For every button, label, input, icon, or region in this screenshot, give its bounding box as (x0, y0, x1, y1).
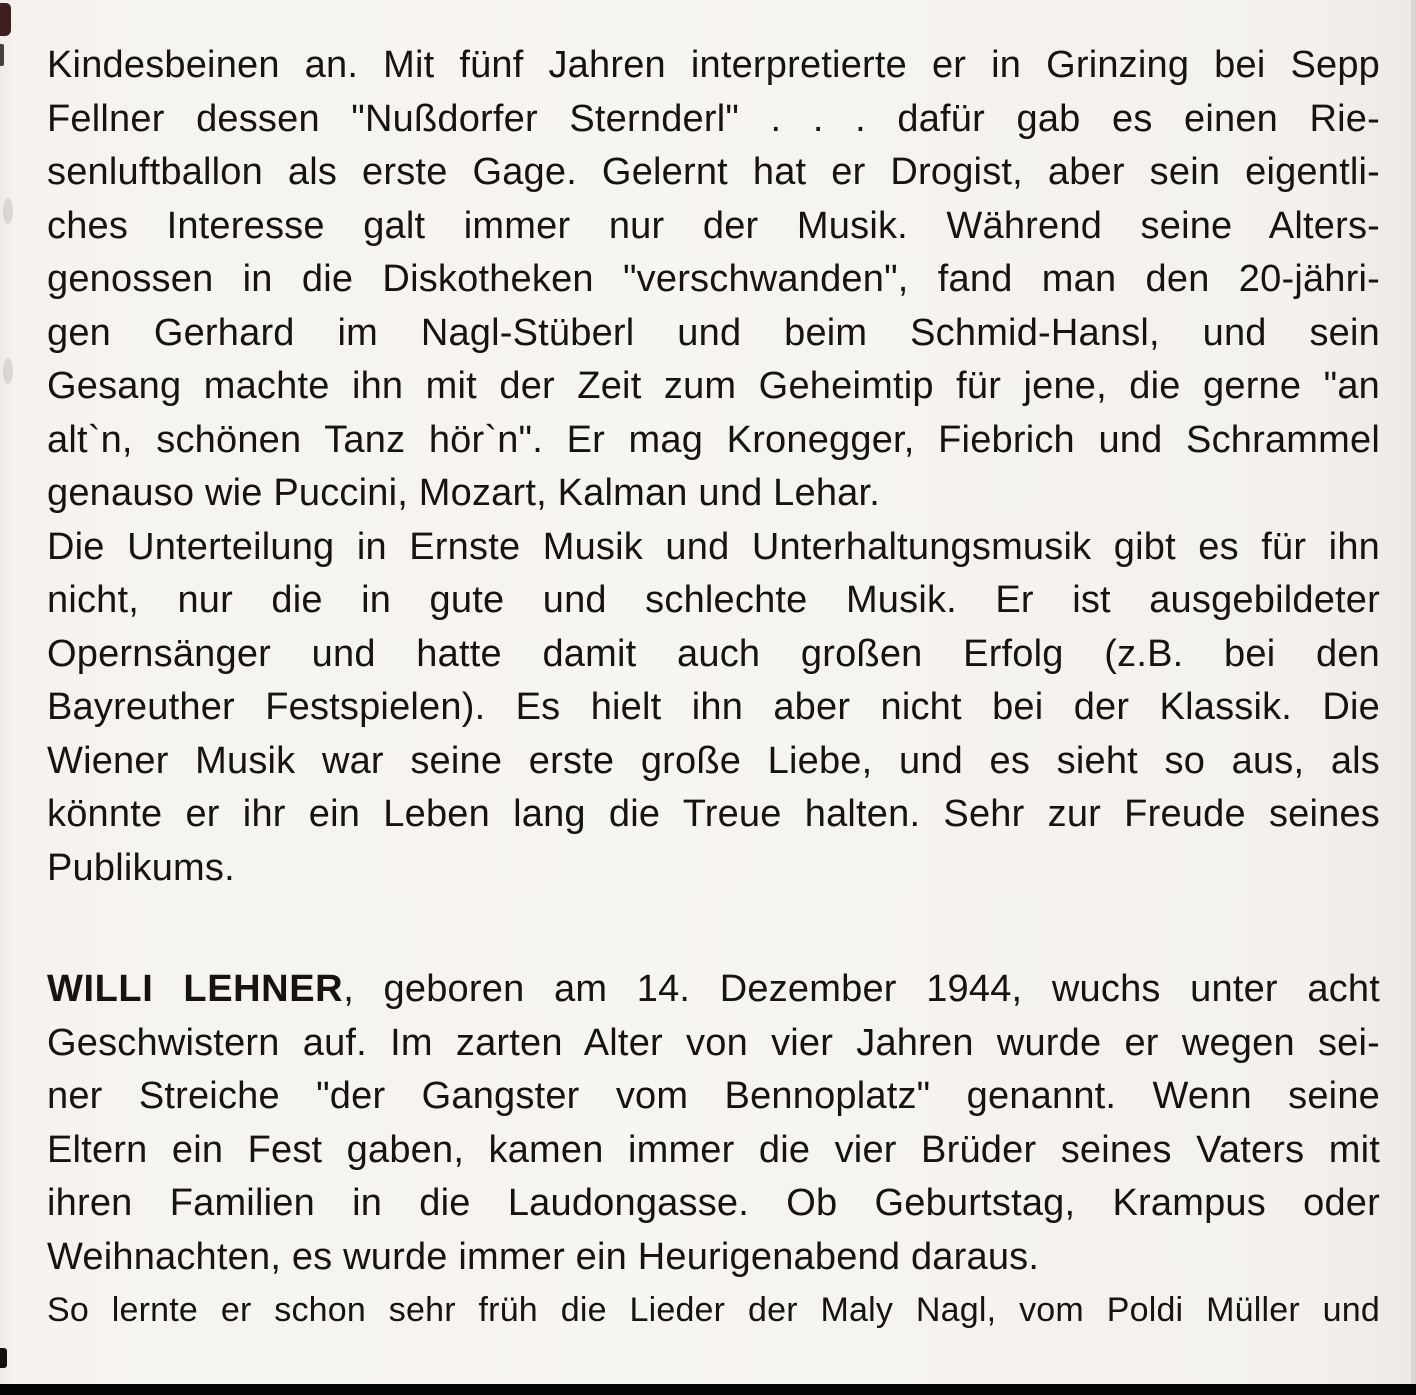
text-line: gen Gerhard im Nagl-Stüberl und beim Schmid-Hansl, und sein (47, 311, 1380, 354)
scan-edge-smudge (3, 358, 13, 384)
text-line: Eltern ein Fest gaben, kamen immer die vier Brüder seines Vaters mit (47, 1128, 1380, 1171)
text-line: alt`n, schönen Tanz hör`n". Er mag Kronegger, Fiebrich und Schrammel (47, 418, 1380, 461)
text-line: Wiener Musik war seine erste große Liebe, und es sieht so aus, als (47, 739, 1380, 782)
text-line (47, 963, 1380, 1017)
text-line: könnte er ihr ein Leben lang die Treue halten. Sehr zur Freude seines (47, 793, 1380, 835)
person-name: WILLI LEHNER (47, 968, 344, 1010)
text-line: Die Unterteilung in Ernste Musik und Unterhaltungsmusik gibt es für ihn (47, 525, 1380, 568)
text-line: Bayreuther Festspielen). Es hielt ihn aber nicht bei der Klassik. Die (47, 686, 1380, 728)
scan-bottom-bar (0, 1384, 1416, 1395)
text-line: Geschwistern auf. Im zarten Alter von vier Jahren wurde er wegen sei- (47, 1021, 1380, 1064)
text-line: nicht, nur die in gute und schlechte Musik. Er ist ausgebildeter (47, 579, 1380, 621)
scan-edge-dash-bottom (0, 1348, 7, 1368)
scan-corner-mark (0, 3, 11, 36)
text-line: Fellner dessen "Nußdorfer Sternderl" . . . dafür gab es einen Rie- (47, 97, 1380, 140)
text-line: genossen in die Diskotheken "verschwanden", fand man den 20-jähri- (47, 258, 1380, 300)
scan-edge-dash-top (0, 44, 4, 66)
text-line: senluftballon als erste Gage. Gelernt hat er Drogist, aber sein eigentli- (47, 151, 1380, 193)
text-line: Kindesbeinen an. Mit fünf Jahren interpretierte er in Grinzing bei Sepp (47, 44, 1380, 86)
text-line: ihren Familien in die Laudongasse. Ob Geburtstag, Krampus oder (47, 1182, 1380, 1224)
text-line: So lernte er schon sehr früh die Lieder der Maly Nagl, vom Poldi Müller und (47, 1291, 1380, 1329)
scan-edge-smudge (3, 198, 13, 224)
text-line: genauso wie Puccini, Mozart, Kalman und Lehar. (47, 472, 881, 514)
text-line: Weihnachten, es wurde immer ein Heurigenabend daraus. (47, 1235, 1040, 1278)
scan-right-edge-shade (1411, 0, 1416, 1395)
text-line: ner Streiche "der Gangster vom Bennoplatz" genannt. Wenn seine (47, 1075, 1380, 1117)
text-block (47, 39, 1380, 1338)
text-line: Publikums. (47, 846, 235, 889)
text-line: Gesang machte ihn mit der Zeit zum Geheimtip für jene, die gerne "an (47, 365, 1380, 407)
line-text: , geboren am 14. Dezember 1944, wuchs unter acht (343, 968, 1380, 1010)
text-line: ches Interesse galt immer nur der Musik. Während seine Alters- (47, 204, 1380, 247)
text-line: Opernsänger und hatte damit auch großen Erfolg (z.B. bei den (47, 632, 1380, 675)
